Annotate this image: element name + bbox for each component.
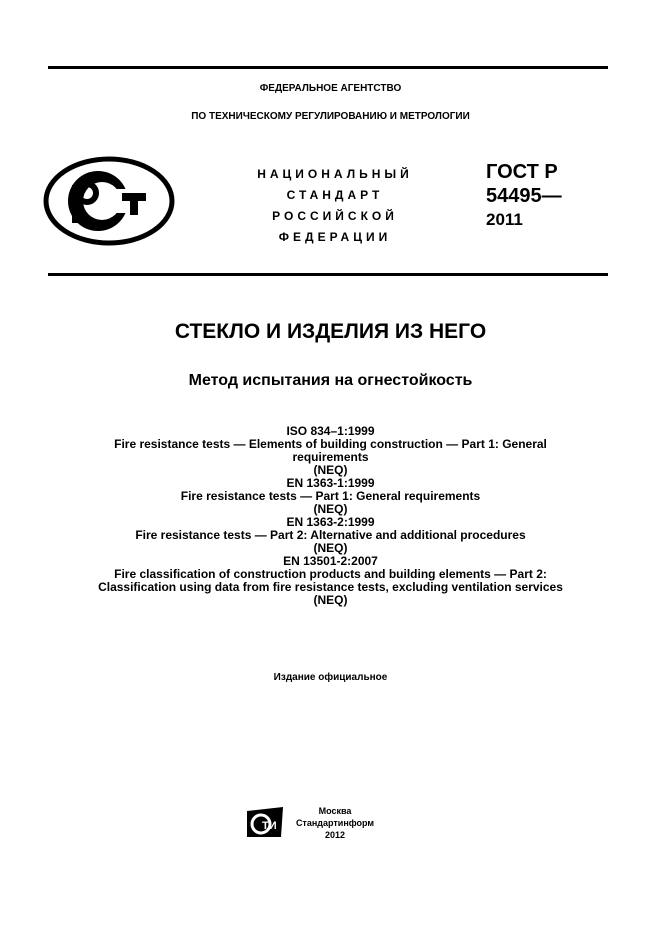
gost-line: 2011 [486, 210, 523, 229]
agency-line-2: ПО ТЕХНИЧЕСКОМУ РЕГУЛИРОВАНИЮ И МЕТРОЛОГИИ [191, 111, 470, 122]
std-line: Fire classification of construction products and building elements — Part 2: [114, 567, 547, 581]
middle-rule [48, 273, 608, 276]
gost-number [486, 160, 562, 232]
national-standard-label [235, 164, 435, 248]
standartinform-logo-icon [245, 805, 285, 839]
std-line: (NEQ) [313, 541, 348, 555]
rst-logo-icon [42, 155, 177, 247]
std-line: EN 1363-2:1999 [286, 515, 375, 529]
national-line: НАЦИОНАЛЬНЫЙ [257, 167, 413, 181]
std-line: EN 13501-2:2007 [283, 554, 378, 568]
gost-line: 54495— [486, 185, 562, 207]
std-line: (NEQ) [313, 463, 348, 477]
std-line: Fire resistance tests — Part 1: General requirements [180, 489, 481, 503]
std-line: Fire resistance tests — Elements of building construction — Part 1: General [114, 437, 547, 451]
std-line: EN 1363-1:1999 [286, 476, 375, 490]
publisher-city: Москва [318, 806, 352, 816]
edition-label: Издание официальное [273, 672, 388, 683]
publisher-info [290, 805, 380, 841]
std-line: (NEQ) [313, 593, 348, 607]
referenced-standards [0, 425, 661, 607]
std-line: requirements [292, 450, 369, 464]
svg-text:ТИ: ТИ [262, 820, 277, 832]
national-line: ФЕДЕРАЦИИ [278, 230, 392, 244]
document-subtitle: Метод испытания на огнестойкость [188, 372, 473, 389]
std-line: Classification using data from fire resistance tests, excluding ventilation services [98, 580, 563, 594]
std-line: (NEQ) [313, 502, 348, 516]
publisher-name: Стандартинформ [295, 818, 375, 828]
national-line: РОССИЙСКОЙ [272, 209, 398, 223]
gost-line: ГОСТ Р [486, 161, 558, 183]
publisher-year: 2012 [324, 830, 346, 840]
national-line: СТАНДАРТ [286, 188, 384, 202]
agency-line-1: ФЕДЕРАЛЬНОЕ АГЕНТСТВО [259, 83, 402, 94]
std-line: ISO 834–1:1999 [286, 424, 375, 438]
std-line: Fire resistance tests — Part 2: Alternative and additional procedures [135, 528, 526, 542]
document-title: СТЕКЛО И ИЗДЕЛИЯ ИЗ НЕГО [174, 320, 487, 343]
top-rule [48, 66, 608, 69]
